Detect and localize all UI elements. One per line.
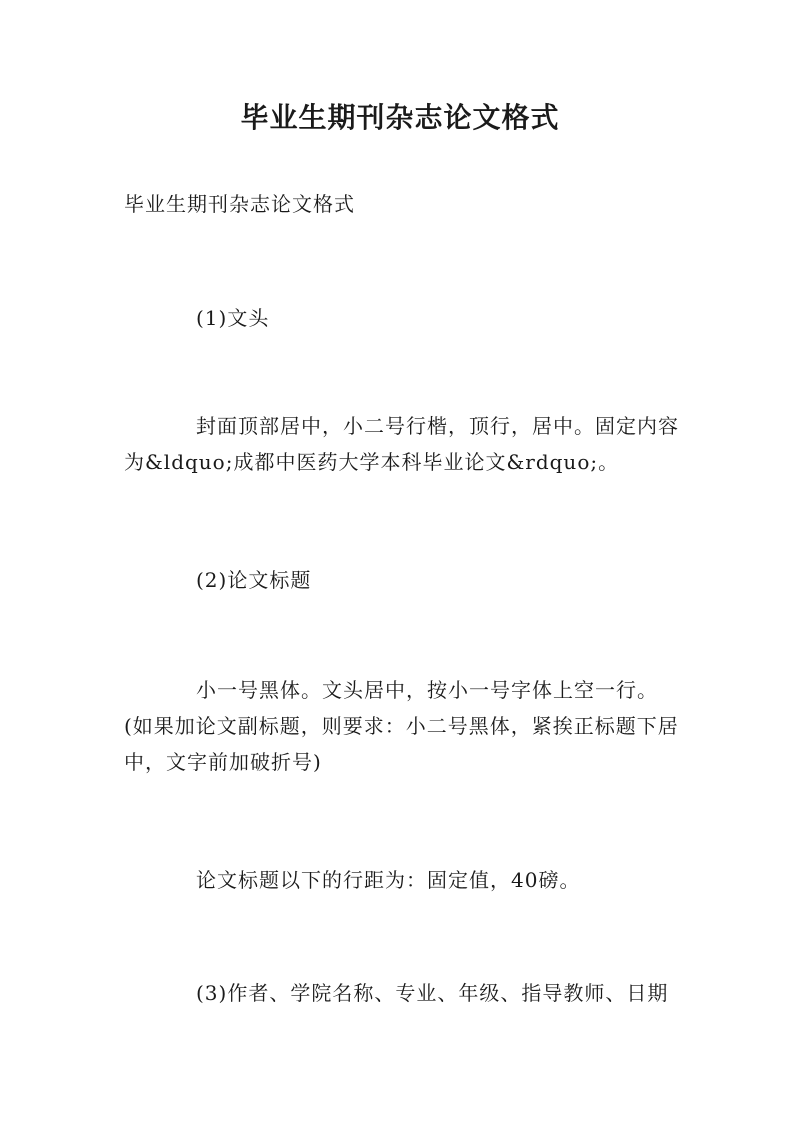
section-heading-2: (2)论文标题 <box>196 568 312 592</box>
paragraph-title-format: 小一号黑体。文头居中，按小一号字体上空一行。(如果加论文副标题，则要求：小二号黑体，紧挨正标题下居中，文字前加破折号) <box>124 678 679 774</box>
section-heading-3: (3)作者、学院名称、专业、年级、指导教师、日期 <box>196 981 669 1005</box>
paragraph-line-spacing: 论文标题以下的行距为：固定值，40磅。 <box>196 868 581 892</box>
section-heading-1: (1)文头 <box>196 306 270 330</box>
document-subtitle: 毕业生期刊杂志论文格式 <box>124 192 355 216</box>
paragraph-cover-header: 封面顶部居中，小二号行楷，顶行，居中。固定内容为&ldquo;成都中医药大学本科毕业论文&rdquo;。 <box>124 414 679 474</box>
document-title: 毕业生期刊杂志论文格式 <box>240 101 560 134</box>
